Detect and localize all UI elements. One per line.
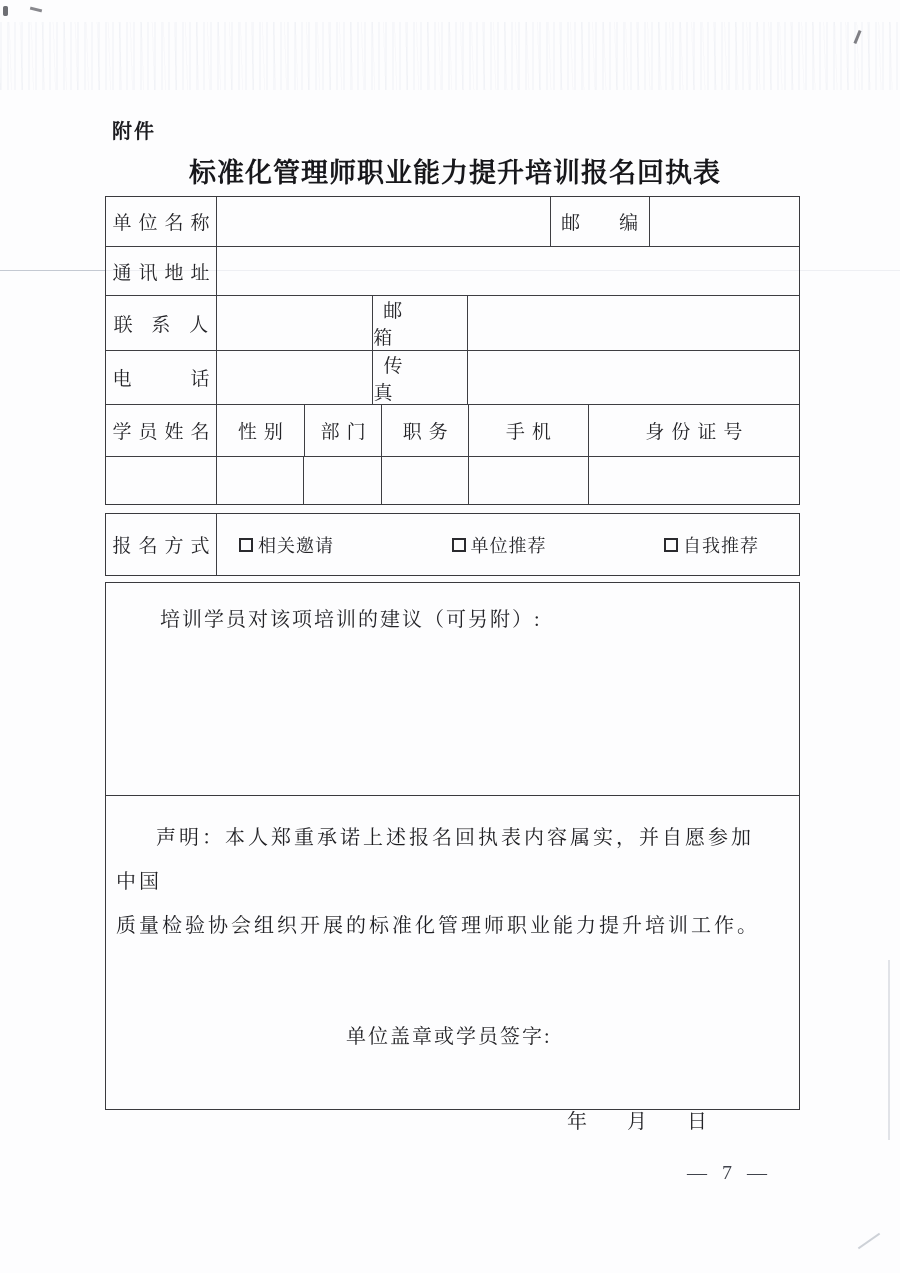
scan-page-edge [888,960,890,1140]
email-input-cell [468,296,799,350]
row-student-entry [106,457,799,504]
id-number-input-cell [589,457,799,504]
postcode-input-cell [650,197,799,246]
option-invitation [239,532,334,558]
page-title: 标准化管理师职业能力提升培训报名回执表 [189,158,721,188]
student-name-input-cell [106,457,217,504]
mobile-input-cell [469,457,589,504]
attachment-label: 附件 [112,121,156,143]
option-self-recommend-label: 自我推荐 [683,535,759,556]
scan-noise-band [0,22,900,90]
suggestion-block [106,583,799,796]
fax-label: 传 真 [373,351,468,404]
option-unit-recommend [452,532,547,558]
option-self-recommend [664,532,759,558]
address-input-cell [217,247,799,295]
position-input-cell [382,457,469,504]
date-line: 年 月 日 [567,1111,707,1133]
declaration-line1: 声明：本人郑重承诺上述报名回执表内容属实，并自愿参加中国 [116,827,754,893]
address-label: 通讯地址 [106,247,217,295]
phone-label: 电 话 [106,351,217,404]
email-label: 邮 箱 [373,296,468,350]
row-phone [106,351,799,405]
id-number-header: 身份证号 [645,422,750,443]
checkbox-icon [452,538,466,552]
phone-input-cell [217,351,373,404]
registration-options-cell [217,514,799,575]
department-input-cell [304,457,382,504]
scan-line [0,270,105,271]
unit-name-input-cell [217,197,551,246]
department-header: 部门 [305,405,383,456]
scan-mark [3,6,8,16]
declaration-line2: 质量检验协会组织开展的标准化管理师职业能力提升培训工作。 [116,915,760,937]
row-registration [106,514,799,575]
contact-input-cell [217,296,374,350]
scan-mark [858,1233,880,1250]
position-header: 职务 [382,405,469,456]
gender-header: 性别 [217,405,305,456]
unit-name-label: 单位名称 [106,197,217,246]
declaration-block [106,796,799,1133]
form-table-bottom [105,582,800,1133]
declaration-paragraph [106,796,799,948]
page-number: — 7 — [687,1162,767,1184]
student-name-header: 学员姓名 [106,405,217,456]
option-invitation-label: 相关邀请 [258,535,334,556]
row-unit-name [106,197,799,247]
postcode-label: 邮 编 [551,197,650,246]
fax-input-cell [468,351,799,404]
form-table-top [105,196,800,505]
option-unit-recommend-label: 单位推荐 [470,535,547,556]
row-address [106,247,799,296]
registration-method-row [105,513,800,576]
signature-label: 单位盖章或学员签字: [346,1026,552,1048]
mobile-header: 手机 [469,405,589,456]
checkbox-icon [664,538,678,552]
contact-label: 联 系 人 [106,296,217,350]
row-contact [106,296,799,351]
gender-input-cell [217,457,305,504]
suggestion-label: 培训学员对该项培训的建议（可另附）: [160,609,542,631]
scan-mark [30,7,42,13]
registration-method-label: 报名方式 [106,514,217,575]
row-student-header [106,405,799,457]
checkbox-icon [239,538,253,552]
